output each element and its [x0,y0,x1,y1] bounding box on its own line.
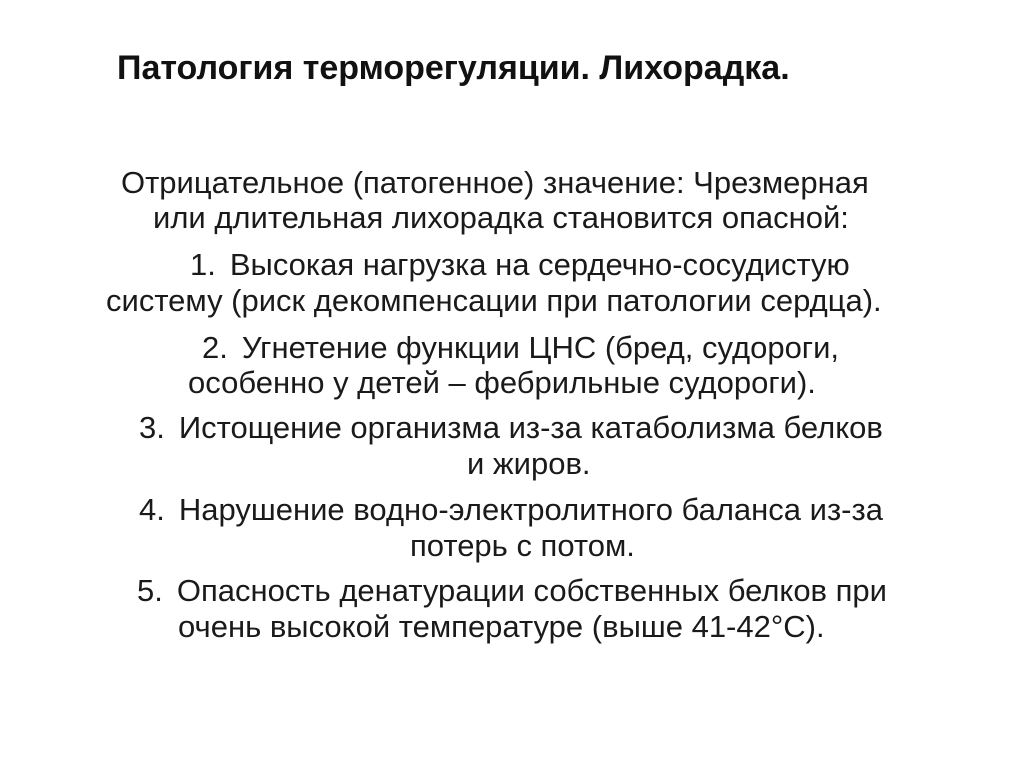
list-item-1-number: 1. [190,247,216,282]
list-item-5-second-line: очень высокой температуре (выше 41-42°С). [178,609,825,644]
list-item-2-first-line [202,330,839,366]
intro-line-1: Отрицательное (патогенное) значение: Чрезмерная [121,165,869,200]
list-item-4-second-line: потерь с потом. [410,528,635,563]
list-item-4-number: 4. [139,492,165,527]
list-item-4-first-line [139,492,883,528]
list-item-4-text: Нарушение водно-электролитного баланса из-за [178,492,883,527]
slide-title: Патология терморегуляции. Лихорадка. [117,49,790,87]
list-item-3-second-line: и жиров. [467,446,591,481]
list-item-5-number: 5. [137,573,163,608]
list-item-5-text: Опасность денатурации собственных белков при [176,573,887,608]
list-item-5-first-line [137,573,887,609]
list-item-3-number: 3. [139,410,165,445]
list-item-1-text: Высокая нагрузка на сердечно-сосудистую [229,247,850,282]
list-item-3-first-line [139,410,883,446]
list-item-2-number: 2. [202,330,228,365]
intro-line-2: или длительная лихорадка становится опасной: [153,200,849,235]
list-item-3-text: Истощение организма из-за катаболизма белков [178,410,883,445]
list-item-1-second-line: систему (риск декомпенсации при патологии сердца). [106,283,882,318]
list-item-2-second-line: особенно у детей – фебрильные судороги). [188,365,816,400]
list-item-1-first-line [190,247,850,283]
list-item-2-text: Угнетение функции ЦНС (бред, судороги, [241,330,840,365]
